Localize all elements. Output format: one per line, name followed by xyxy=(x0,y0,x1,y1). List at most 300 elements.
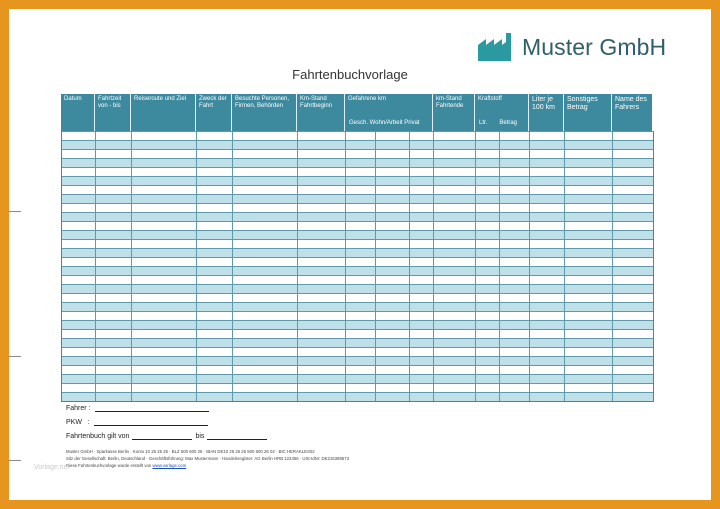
table-cell[interactable] xyxy=(530,195,565,203)
table-cell[interactable] xyxy=(132,384,197,392)
table-cell[interactable] xyxy=(132,159,197,167)
table-cell[interactable] xyxy=(62,213,96,221)
table-cell[interactable] xyxy=(233,204,298,212)
table-cell[interactable] xyxy=(233,348,298,356)
table-cell[interactable] xyxy=(613,366,653,374)
table-cell[interactable] xyxy=(613,276,653,284)
table-cell[interactable] xyxy=(565,141,613,149)
table-cell[interactable] xyxy=(434,393,476,401)
table-cell[interactable] xyxy=(476,204,500,212)
table-cell[interactable] xyxy=(476,366,500,374)
table-cell[interactable] xyxy=(346,312,376,320)
table-cell[interactable] xyxy=(62,132,96,140)
table-cell[interactable] xyxy=(233,258,298,266)
table-cell[interactable] xyxy=(62,303,96,311)
table-cell[interactable] xyxy=(410,159,434,167)
table-cell[interactable] xyxy=(500,294,530,302)
table-cell[interactable] xyxy=(96,258,132,266)
table-cell[interactable] xyxy=(233,150,298,158)
table-cell[interactable] xyxy=(565,258,613,266)
table-cell[interactable] xyxy=(613,204,653,212)
table-cell[interactable] xyxy=(476,195,500,203)
table-cell[interactable] xyxy=(197,195,233,203)
table-cell[interactable] xyxy=(346,348,376,356)
table-cell[interactable] xyxy=(298,177,346,185)
table-cell[interactable] xyxy=(62,294,96,302)
table-cell[interactable] xyxy=(500,204,530,212)
table-cell[interactable] xyxy=(530,330,565,338)
table-cell[interactable] xyxy=(298,375,346,383)
table-cell[interactable] xyxy=(376,204,410,212)
table-cell[interactable] xyxy=(500,222,530,230)
table-cell[interactable] xyxy=(132,303,197,311)
table-cell[interactable] xyxy=(410,150,434,158)
table-cell[interactable] xyxy=(530,150,565,158)
table-cell[interactable] xyxy=(233,312,298,320)
table-cell[interactable] xyxy=(613,132,653,140)
table-cell[interactable] xyxy=(530,312,565,320)
table-cell[interactable] xyxy=(298,384,346,392)
table-cell[interactable] xyxy=(96,330,132,338)
table-cell[interactable] xyxy=(96,348,132,356)
table-cell[interactable] xyxy=(500,195,530,203)
table-cell[interactable] xyxy=(530,141,565,149)
table-cell[interactable] xyxy=(346,321,376,329)
table-cell[interactable] xyxy=(476,186,500,194)
table-cell[interactable] xyxy=(410,213,434,221)
table-cell[interactable] xyxy=(346,150,376,158)
table-cell[interactable] xyxy=(346,213,376,221)
table-cell[interactable] xyxy=(613,258,653,266)
table-cell[interactable] xyxy=(530,375,565,383)
table-cell[interactable] xyxy=(62,285,96,293)
table-cell[interactable] xyxy=(530,177,565,185)
table-cell[interactable] xyxy=(62,339,96,347)
table-cell[interactable] xyxy=(376,132,410,140)
table-cell[interactable] xyxy=(132,276,197,284)
table-cell[interactable] xyxy=(410,195,434,203)
table-cell[interactable] xyxy=(434,231,476,239)
table-cell[interactable] xyxy=(346,303,376,311)
table-cell[interactable] xyxy=(476,312,500,320)
table-cell[interactable] xyxy=(410,177,434,185)
table-cell[interactable] xyxy=(613,375,653,383)
table-cell[interactable] xyxy=(197,294,233,302)
table-cell[interactable] xyxy=(132,312,197,320)
table-cell[interactable] xyxy=(530,222,565,230)
table-cell[interactable] xyxy=(410,141,434,149)
table-cell[interactable] xyxy=(233,375,298,383)
table-cell[interactable] xyxy=(530,168,565,176)
table-cell[interactable] xyxy=(62,177,96,185)
table-cell[interactable] xyxy=(376,321,410,329)
table-cell[interactable] xyxy=(434,258,476,266)
table-cell[interactable] xyxy=(530,159,565,167)
table-cell[interactable] xyxy=(476,249,500,257)
table-cell[interactable] xyxy=(530,258,565,266)
table-cell[interactable] xyxy=(476,330,500,338)
table-cell[interactable] xyxy=(376,195,410,203)
table-cell[interactable] xyxy=(410,249,434,257)
table-cell[interactable] xyxy=(410,375,434,383)
table-cell[interactable] xyxy=(434,132,476,140)
table-cell[interactable] xyxy=(376,231,410,239)
table-cell[interactable] xyxy=(613,150,653,158)
table-cell[interactable] xyxy=(376,393,410,401)
table-cell[interactable] xyxy=(62,375,96,383)
table-cell[interactable] xyxy=(613,303,653,311)
table-cell[interactable] xyxy=(298,339,346,347)
table-cell[interactable] xyxy=(62,312,96,320)
table-cell[interactable] xyxy=(410,357,434,365)
table-cell[interactable] xyxy=(500,312,530,320)
table-cell[interactable] xyxy=(530,303,565,311)
table-cell[interactable] xyxy=(346,366,376,374)
table-cell[interactable] xyxy=(346,393,376,401)
table-cell[interactable] xyxy=(96,222,132,230)
table-cell[interactable] xyxy=(476,159,500,167)
table-cell[interactable] xyxy=(132,150,197,158)
table-cell[interactable] xyxy=(500,168,530,176)
table-cell[interactable] xyxy=(500,249,530,257)
table-cell[interactable] xyxy=(500,276,530,284)
table-cell[interactable] xyxy=(197,330,233,338)
table-cell[interactable] xyxy=(298,276,346,284)
table-cell[interactable] xyxy=(434,177,476,185)
table-cell[interactable] xyxy=(132,132,197,140)
table-cell[interactable] xyxy=(376,312,410,320)
table-cell[interactable] xyxy=(346,195,376,203)
table-cell[interactable] xyxy=(62,330,96,338)
table-cell[interactable] xyxy=(233,186,298,194)
table-cell[interactable] xyxy=(434,339,476,347)
table-cell[interactable] xyxy=(132,285,197,293)
table-cell[interactable] xyxy=(613,249,653,257)
table-cell[interactable] xyxy=(346,141,376,149)
table-cell[interactable] xyxy=(476,150,500,158)
table-cell[interactable] xyxy=(197,312,233,320)
table-cell[interactable] xyxy=(197,231,233,239)
table-cell[interactable] xyxy=(376,348,410,356)
table-cell[interactable] xyxy=(62,357,96,365)
table-cell[interactable] xyxy=(500,240,530,248)
table-cell[interactable] xyxy=(565,204,613,212)
table-cell[interactable] xyxy=(565,330,613,338)
table-cell[interactable] xyxy=(500,258,530,266)
table-cell[interactable] xyxy=(298,393,346,401)
table-cell[interactable] xyxy=(96,186,132,194)
table-cell[interactable] xyxy=(530,276,565,284)
table-cell[interactable] xyxy=(197,339,233,347)
table-cell[interactable] xyxy=(346,204,376,212)
table-cell[interactable] xyxy=(96,159,132,167)
table-cell[interactable] xyxy=(96,384,132,392)
table-cell[interactable] xyxy=(197,348,233,356)
table-cell[interactable] xyxy=(298,285,346,293)
table-cell[interactable] xyxy=(565,393,613,401)
table-cell[interactable] xyxy=(410,132,434,140)
table-cell[interactable] xyxy=(476,294,500,302)
table-cell[interactable] xyxy=(565,240,613,248)
table-cell[interactable] xyxy=(613,393,653,401)
table-cell[interactable] xyxy=(410,240,434,248)
table-cell[interactable] xyxy=(476,267,500,275)
table-cell[interactable] xyxy=(346,168,376,176)
table-cell[interactable] xyxy=(410,204,434,212)
table-cell[interactable] xyxy=(530,249,565,257)
table-cell[interactable] xyxy=(434,186,476,194)
table-cell[interactable] xyxy=(410,330,434,338)
table-cell[interactable] xyxy=(434,168,476,176)
table-cell[interactable] xyxy=(298,348,346,356)
table-cell[interactable] xyxy=(298,150,346,158)
table-cell[interactable] xyxy=(62,321,96,329)
table-cell[interactable] xyxy=(410,303,434,311)
table-cell[interactable] xyxy=(96,303,132,311)
table-cell[interactable] xyxy=(96,357,132,365)
table-cell[interactable] xyxy=(233,240,298,248)
table-cell[interactable] xyxy=(565,249,613,257)
table-cell[interactable] xyxy=(376,339,410,347)
table-cell[interactable] xyxy=(346,231,376,239)
table-cell[interactable] xyxy=(96,285,132,293)
table-cell[interactable] xyxy=(346,258,376,266)
table-cell[interactable] xyxy=(410,285,434,293)
table-cell[interactable] xyxy=(530,186,565,194)
table-cell[interactable] xyxy=(434,384,476,392)
table-cell[interactable] xyxy=(476,384,500,392)
table-cell[interactable] xyxy=(96,177,132,185)
table-cell[interactable] xyxy=(298,249,346,257)
table-cell[interactable] xyxy=(500,285,530,293)
table-cell[interactable] xyxy=(500,150,530,158)
table-cell[interactable] xyxy=(298,294,346,302)
table-cell[interactable] xyxy=(376,168,410,176)
table-cell[interactable] xyxy=(613,213,653,221)
table-cell[interactable] xyxy=(298,132,346,140)
table-cell[interactable] xyxy=(96,240,132,248)
table-cell[interactable] xyxy=(346,294,376,302)
table-cell[interactable] xyxy=(410,267,434,275)
table-cell[interactable] xyxy=(346,330,376,338)
table-cell[interactable] xyxy=(613,141,653,149)
table-cell[interactable] xyxy=(434,159,476,167)
table-cell[interactable] xyxy=(434,141,476,149)
table-cell[interactable] xyxy=(298,240,346,248)
table-cell[interactable] xyxy=(132,177,197,185)
table-cell[interactable] xyxy=(434,357,476,365)
table-cell[interactable] xyxy=(410,294,434,302)
table-cell[interactable] xyxy=(197,141,233,149)
table-cell[interactable] xyxy=(132,222,197,230)
table-cell[interactable] xyxy=(476,132,500,140)
table-cell[interactable] xyxy=(376,240,410,248)
table-cell[interactable] xyxy=(62,195,96,203)
table-cell[interactable] xyxy=(530,132,565,140)
table-cell[interactable] xyxy=(410,393,434,401)
table-cell[interactable] xyxy=(197,276,233,284)
table-cell[interactable] xyxy=(233,393,298,401)
table-cell[interactable] xyxy=(376,213,410,221)
table-cell[interactable] xyxy=(376,375,410,383)
table-cell[interactable] xyxy=(476,285,500,293)
table-cell[interactable] xyxy=(476,357,500,365)
table-cell[interactable] xyxy=(613,321,653,329)
table-cell[interactable] xyxy=(376,150,410,158)
table-cell[interactable] xyxy=(410,276,434,284)
table-cell[interactable] xyxy=(476,339,500,347)
table-cell[interactable] xyxy=(233,357,298,365)
table-cell[interactable] xyxy=(434,222,476,230)
table-cell[interactable] xyxy=(298,213,346,221)
table-cell[interactable] xyxy=(233,159,298,167)
table-cell[interactable] xyxy=(613,186,653,194)
table-cell[interactable] xyxy=(132,240,197,248)
table-cell[interactable] xyxy=(500,231,530,239)
table-cell[interactable] xyxy=(62,141,96,149)
table-cell[interactable] xyxy=(500,366,530,374)
table-cell[interactable] xyxy=(298,312,346,320)
table-cell[interactable] xyxy=(346,285,376,293)
table-cell[interactable] xyxy=(346,186,376,194)
table-cell[interactable] xyxy=(530,267,565,275)
driver-field[interactable] xyxy=(95,404,209,412)
table-cell[interactable] xyxy=(376,384,410,392)
table-cell[interactable] xyxy=(530,366,565,374)
table-cell[interactable] xyxy=(62,231,96,239)
table-cell[interactable] xyxy=(376,276,410,284)
table-cell[interactable] xyxy=(530,240,565,248)
table-cell[interactable] xyxy=(298,366,346,374)
table-cell[interactable] xyxy=(434,285,476,293)
table-cell[interactable] xyxy=(62,267,96,275)
table-cell[interactable] xyxy=(132,195,197,203)
table-cell[interactable] xyxy=(434,330,476,338)
table-cell[interactable] xyxy=(476,240,500,248)
table-cell[interactable] xyxy=(233,231,298,239)
table-cell[interactable] xyxy=(298,195,346,203)
table-cell[interactable] xyxy=(197,132,233,140)
table-cell[interactable] xyxy=(376,285,410,293)
table-cell[interactable] xyxy=(298,357,346,365)
table-cell[interactable] xyxy=(197,240,233,248)
table-cell[interactable] xyxy=(613,195,653,203)
table-cell[interactable] xyxy=(96,321,132,329)
table-cell[interactable] xyxy=(565,312,613,320)
table-cell[interactable] xyxy=(96,213,132,221)
table-cell[interactable] xyxy=(565,303,613,311)
table-cell[interactable] xyxy=(346,357,376,365)
table-cell[interactable] xyxy=(410,231,434,239)
table-cell[interactable] xyxy=(565,321,613,329)
table-cell[interactable] xyxy=(346,222,376,230)
table-cell[interactable] xyxy=(613,240,653,248)
table-cell[interactable] xyxy=(96,366,132,374)
table-cell[interactable] xyxy=(410,339,434,347)
table-cell[interactable] xyxy=(613,159,653,167)
table-cell[interactable] xyxy=(96,231,132,239)
table-cell[interactable] xyxy=(565,384,613,392)
table-cell[interactable] xyxy=(500,159,530,167)
table-cell[interactable] xyxy=(197,222,233,230)
table-cell[interactable] xyxy=(96,267,132,275)
table-cell[interactable] xyxy=(376,294,410,302)
table-cell[interactable] xyxy=(132,330,197,338)
table-cell[interactable] xyxy=(476,231,500,239)
table-cell[interactable] xyxy=(613,357,653,365)
table-cell[interactable] xyxy=(376,141,410,149)
table-cell[interactable] xyxy=(62,366,96,374)
table-cell[interactable] xyxy=(613,168,653,176)
table-cell[interactable] xyxy=(500,384,530,392)
table-cell[interactable] xyxy=(233,303,298,311)
table-cell[interactable] xyxy=(500,186,530,194)
table-cell[interactable] xyxy=(96,312,132,320)
table-cell[interactable] xyxy=(233,213,298,221)
table-cell[interactable] xyxy=(298,204,346,212)
table-cell[interactable] xyxy=(298,303,346,311)
table-cell[interactable] xyxy=(565,132,613,140)
table-cell[interactable] xyxy=(613,348,653,356)
table-cell[interactable] xyxy=(132,366,197,374)
table-cell[interactable] xyxy=(197,384,233,392)
table-cell[interactable] xyxy=(376,357,410,365)
table-cell[interactable] xyxy=(298,186,346,194)
table-cell[interactable] xyxy=(410,186,434,194)
table-cell[interactable] xyxy=(197,249,233,257)
table-cell[interactable] xyxy=(233,168,298,176)
table-cell[interactable] xyxy=(62,258,96,266)
table-cell[interactable] xyxy=(96,276,132,284)
table-cell[interactable] xyxy=(434,213,476,221)
table-cell[interactable] xyxy=(500,339,530,347)
table-cell[interactable] xyxy=(410,348,434,356)
table-cell[interactable] xyxy=(500,213,530,221)
table-cell[interactable] xyxy=(132,141,197,149)
table-cell[interactable] xyxy=(500,141,530,149)
table-cell[interactable] xyxy=(233,195,298,203)
table-cell[interactable] xyxy=(376,330,410,338)
table-cell[interactable] xyxy=(500,321,530,329)
table-cell[interactable] xyxy=(62,240,96,248)
table-cell[interactable] xyxy=(298,168,346,176)
table-cell[interactable] xyxy=(434,348,476,356)
table-cell[interactable] xyxy=(298,258,346,266)
table-cell[interactable] xyxy=(530,204,565,212)
table-cell[interactable] xyxy=(233,294,298,302)
table-cell[interactable] xyxy=(613,231,653,239)
table-cell[interactable] xyxy=(346,249,376,257)
table-cell[interactable] xyxy=(62,222,96,230)
table-cell[interactable] xyxy=(197,150,233,158)
table-cell[interactable] xyxy=(476,222,500,230)
table-cell[interactable] xyxy=(410,366,434,374)
table-cell[interactable] xyxy=(530,213,565,221)
table-cell[interactable] xyxy=(530,339,565,347)
table-cell[interactable] xyxy=(410,321,434,329)
table-cell[interactable] xyxy=(197,213,233,221)
table-cell[interactable] xyxy=(96,375,132,383)
table-cell[interactable] xyxy=(96,150,132,158)
table-cell[interactable] xyxy=(565,294,613,302)
table-cell[interactable] xyxy=(132,375,197,383)
table-cell[interactable] xyxy=(197,159,233,167)
table-cell[interactable] xyxy=(96,141,132,149)
table-cell[interactable] xyxy=(298,321,346,329)
table-cell[interactable] xyxy=(565,339,613,347)
table-cell[interactable] xyxy=(233,285,298,293)
table-cell[interactable] xyxy=(434,204,476,212)
